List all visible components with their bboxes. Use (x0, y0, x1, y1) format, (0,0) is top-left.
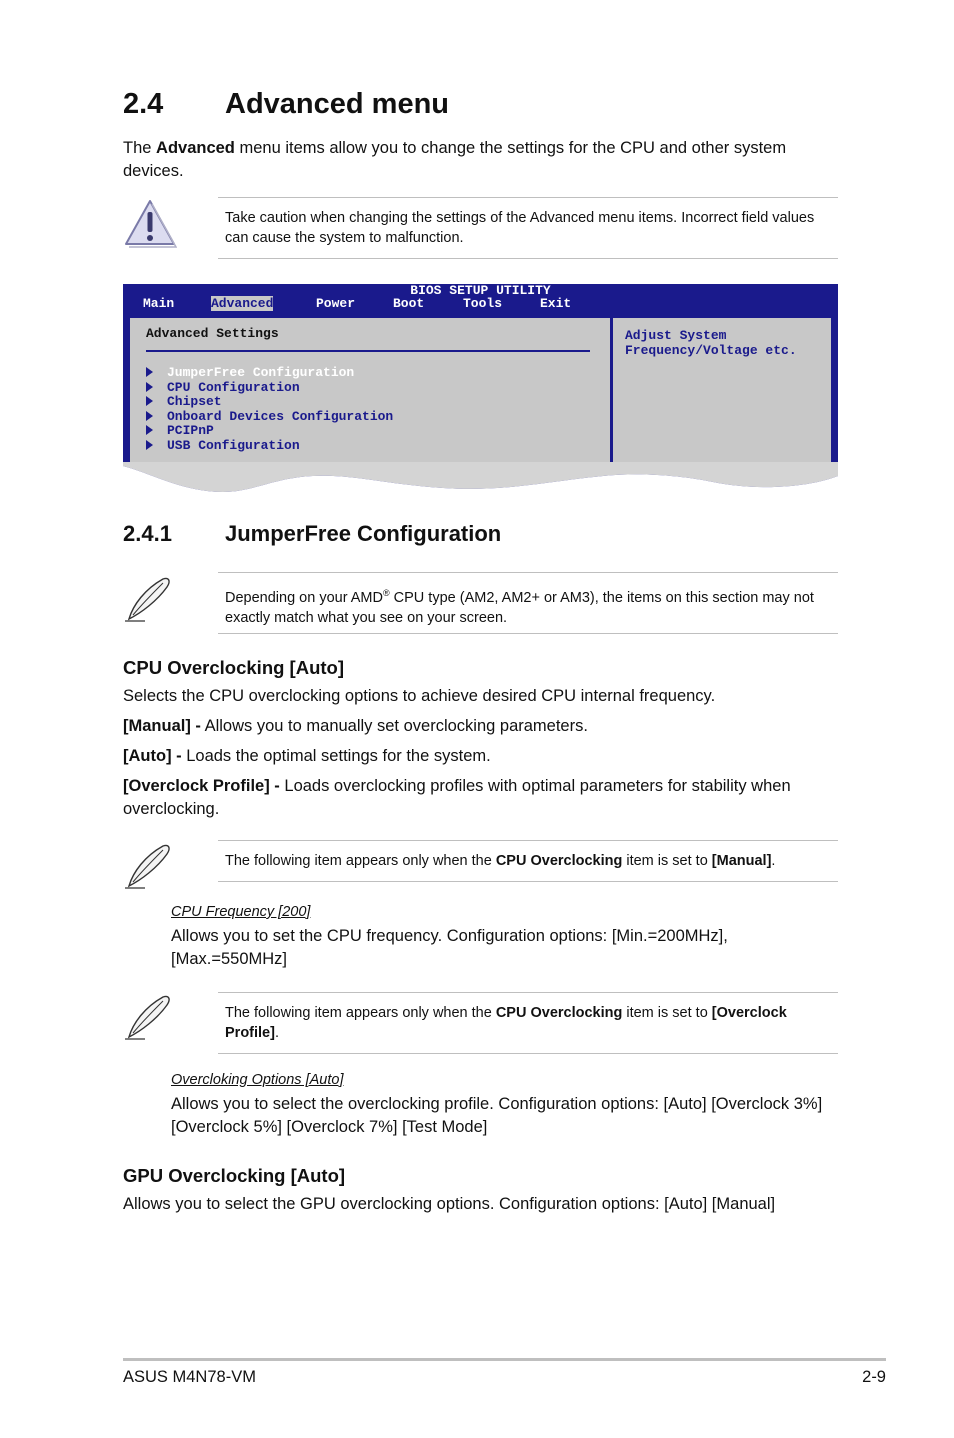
option-label: [Overclock Profile] - (123, 777, 280, 795)
footer-page-number: 2-9 (862, 1368, 886, 1386)
section-number: 2.4 (123, 88, 164, 120)
manual-note (218, 840, 838, 882)
bios-item-label: Chipset (167, 394, 222, 409)
cpu-overclocking-desc: Selects the CPU overclocking options to achieve desired CPU internal frequency. (123, 687, 716, 705)
bios-item-onboard-devices[interactable] (146, 410, 393, 425)
option-overclock-profile (123, 775, 838, 821)
note-pre: The following item appears only when the (225, 1005, 496, 1021)
arrow-right-icon (146, 367, 153, 377)
arrow-right-icon (146, 425, 153, 435)
arrow-right-icon (146, 382, 153, 392)
subsection-heading (123, 521, 501, 547)
bios-item-label: PCIPnP (167, 423, 214, 438)
bios-item-label: CPU Configuration (167, 379, 300, 395)
note-pencil-icon (123, 993, 173, 1046)
oc-options-text: Allows you to select the overclocking profile. Configuration options: [Auto] [Overclock 3%] [Overclock 5%] [Overclock 7%] [Test Mode] (171, 1095, 823, 1136)
oc-options-title: Overcloking Options [Auto] (171, 1072, 344, 1088)
bios-title: BIOS SETUP UTILITY (410, 283, 551, 298)
bios-item-label: USB Configuration (167, 437, 300, 453)
overclock-profile-note-text (218, 993, 838, 1043)
bios-item-jumperfree[interactable] (146, 366, 393, 381)
bios-menu-advanced[interactable]: Advanced (211, 296, 274, 311)
section-title: Advanced menu (225, 88, 449, 120)
note-pencil-icon (123, 842, 173, 895)
arrow-right-icon (146, 396, 153, 406)
subsection-title: JumperFree Configuration (225, 521, 502, 546)
amd-note-text (218, 573, 838, 628)
bios-item-cpu-configuration[interactable] (146, 381, 393, 396)
note-pencil-icon (123, 575, 173, 628)
cpu-frequency-text: Allows you to set the CPU frequency. Configuration options: [Min.=200MHz], [Max.=550MHz] (171, 927, 728, 968)
note-pre: The following item appears only when the (225, 853, 496, 869)
note-post: . (771, 853, 776, 869)
subsection-number: 2.4.1 (123, 521, 172, 546)
torn-edge (123, 462, 838, 502)
bios-menu-main[interactable]: Main (143, 296, 175, 311)
bios-item-chipset[interactable] (146, 395, 393, 410)
section-heading (123, 88, 449, 121)
arrow-right-icon (146, 411, 153, 421)
bios-divider (146, 350, 590, 352)
cpu-overclocking-heading: CPU Overclocking [Auto] (123, 657, 344, 678)
option-text: Loads overclocking profiles with optimal parameters for stability when overclocking. (123, 777, 791, 818)
bios-menu-power[interactable]: Power (316, 296, 356, 311)
note-mid: item is set to (622, 1005, 712, 1021)
note-mid: item is set to (622, 853, 712, 869)
bios-screenshot (123, 284, 838, 494)
bios-help-panel (613, 318, 831, 466)
footer-rule (123, 1358, 886, 1361)
intro-paragraph (123, 137, 838, 183)
bios-item-label: Onboard Devices Configuration (167, 408, 394, 424)
bios-panel-title: Advanced Settings (146, 326, 279, 341)
gpu-overclocking-text: Allows you to select the GPU overclocking options. Configuration options: [Auto] [Manual] (123, 1195, 776, 1213)
bios-help-line: Frequency/Voltage etc. (625, 343, 797, 358)
gpu-overclocking-heading: GPU Overclocking [Auto] (123, 1165, 346, 1186)
caution-icon (123, 198, 177, 253)
option-label: [Manual] - (123, 717, 201, 735)
option-auto (123, 745, 838, 768)
bios-header (123, 284, 838, 312)
option-manual (123, 715, 838, 738)
bios-item-label: JumperFree Configuration (167, 365, 355, 380)
bios-help-line: Adjust System (625, 328, 727, 343)
note-bold: [Overclock Profile] (225, 1005, 787, 1041)
bios-item-pcipnp[interactable] (146, 424, 393, 439)
option-text: Allows you to manually set overclocking parameters. (200, 717, 588, 735)
note-bold: CPU Overclocking (495, 853, 623, 869)
footer-model: ASUS M4N78-VM (123, 1368, 256, 1386)
intro-bold: Advanced (156, 139, 235, 157)
bios-menu-tools[interactable]: Tools (463, 296, 503, 311)
note-post: . (274, 1025, 279, 1041)
amd-note (218, 572, 838, 634)
arrow-right-icon (146, 440, 153, 450)
manual-note-text (218, 841, 838, 871)
caution-note (218, 197, 838, 259)
option-label: [Auto] - (123, 747, 182, 765)
bios-menu-exit[interactable]: Exit (540, 296, 572, 311)
registered-mark: ® (383, 588, 390, 598)
note-bold: [Manual] (711, 853, 772, 869)
bios-item-usb-configuration[interactable] (146, 439, 393, 454)
amd-note-post: CPU type (AM2, AM2+ or AM3), the items on this section may not exactly match what you see on your screen. (225, 589, 814, 626)
bios-left-panel (130, 318, 610, 466)
bios-item-list (146, 366, 393, 453)
amd-note-pre: Depending on your AMD (225, 589, 383, 606)
intro-pre: The (123, 139, 157, 157)
overclock-profile-note (218, 992, 838, 1054)
note-bold: CPU Overclocking (495, 1005, 623, 1021)
option-text: Loads the optimal settings for the system. (181, 747, 491, 765)
bios-help-text (625, 328, 797, 358)
intro-post: menu items allow you to change the settings for the CPU and other system devices. (123, 139, 787, 180)
bios-menu-boot[interactable]: Boot (393, 296, 425, 311)
cpu-frequency-title: CPU Frequency [200] (171, 904, 311, 920)
caution-text: Take caution when changing the settings of the Advanced menu items. Incorrect field values can cause the system to malfunction. (225, 210, 815, 246)
